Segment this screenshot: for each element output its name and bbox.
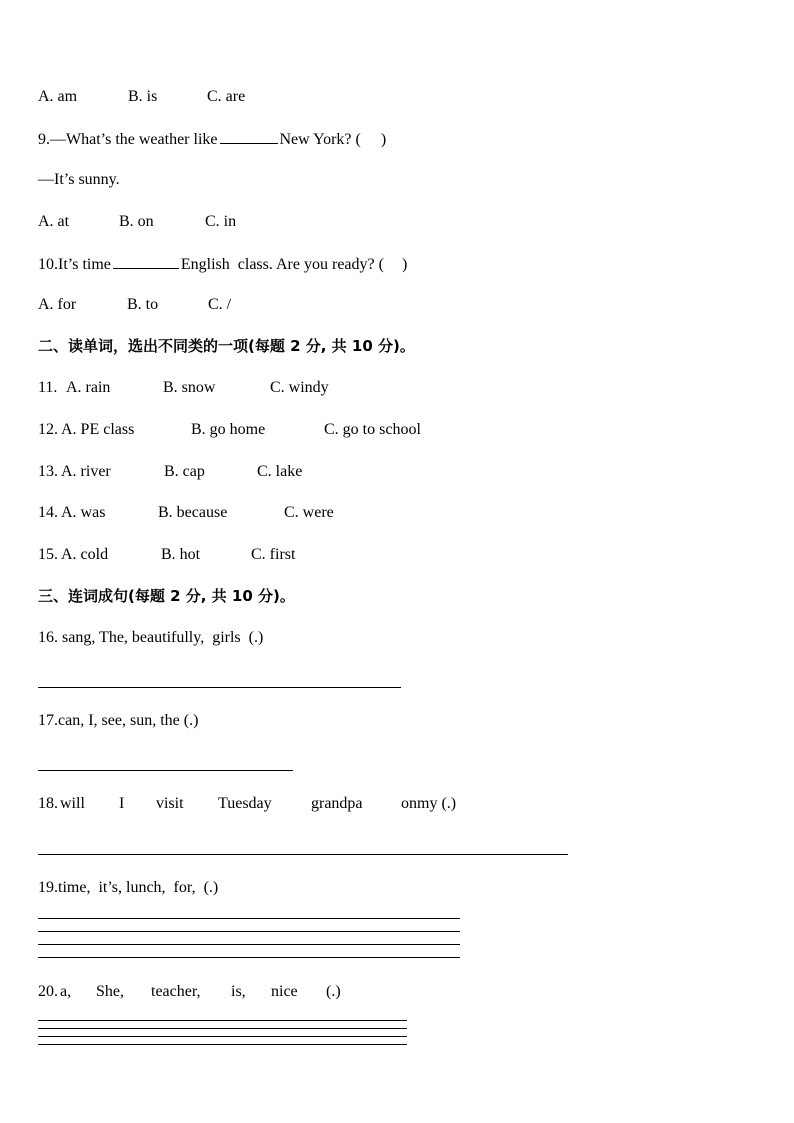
option-a[interactable]: A. for	[38, 296, 77, 313]
answer-line[interactable]	[38, 1028, 407, 1029]
question-16-prompt: 16. sang, The, beautifully, girls (.)	[38, 629, 264, 646]
answer-line[interactable]	[38, 1044, 407, 1045]
question-number: 12.	[38, 421, 58, 438]
word: is,	[231, 983, 246, 1000]
answer-line[interactable]	[38, 931, 460, 932]
option-c[interactable]: C. go to school	[324, 421, 421, 438]
answer-line[interactable]	[38, 957, 460, 958]
option-a[interactable]: A. at	[38, 213, 70, 230]
question-number: 18.	[38, 795, 58, 812]
word: will	[60, 795, 85, 812]
question-17-prompt: 17.can, I, see, sun, the (.)	[38, 712, 199, 729]
option-b[interactable]: B. because	[158, 504, 228, 521]
word: onmy (.)	[401, 795, 457, 812]
word: visit	[156, 795, 184, 812]
question-10-blank[interactable]	[113, 254, 179, 269]
question-19-prompt: 19.time, it’s, lunch, for, (.)	[38, 879, 219, 896]
option-b[interactable]: B. go home	[191, 421, 266, 438]
question-10-stem	[38, 254, 407, 275]
option-b[interactable]: B. hot	[161, 546, 201, 563]
option-c[interactable]: C. windy	[270, 379, 329, 396]
option-a[interactable]: A. am	[38, 88, 78, 105]
section-2-heading: 二、读单词，选出不同类的一项(每题 2 分, 共 10 分)。	[38, 337, 415, 355]
word: I	[119, 795, 125, 812]
question-9-reply: —It’s sunny.	[38, 171, 120, 188]
option-c[interactable]: C. lake	[257, 463, 303, 480]
option-a[interactable]: A. was	[61, 504, 106, 521]
question-9-blank[interactable]	[220, 129, 278, 144]
question-9-stem	[38, 129, 386, 150]
option-b[interactable]: B. cap	[164, 463, 205, 480]
question-number: 13.	[38, 463, 58, 480]
option-c[interactable]: C. are	[207, 88, 246, 105]
question-10-text-after: English class. Are you ready? (	[180, 256, 384, 273]
question-9-text-after: New York? (	[279, 131, 361, 148]
word: nice	[271, 983, 298, 1000]
option-c[interactable]: C. were	[284, 504, 334, 521]
option-b[interactable]: B. snow	[163, 379, 216, 396]
answer-line[interactable]	[38, 918, 460, 919]
question-18-answer-line[interactable]	[38, 854, 568, 855]
word: grandpa	[311, 795, 363, 812]
option-a[interactable]: A. rain	[66, 379, 111, 396]
answer-line[interactable]	[38, 1020, 407, 1021]
option-a[interactable]: A. cold	[61, 546, 109, 563]
word: She,	[96, 983, 124, 1000]
option-c[interactable]: C. first	[251, 546, 296, 563]
question-number: 11.	[38, 379, 58, 396]
question-number: 14.	[38, 504, 58, 521]
question-16-answer-line[interactable]	[38, 687, 401, 688]
word: a,	[60, 983, 72, 1000]
question-9-text-before: 9.—What’s the weather like	[38, 131, 218, 148]
word: (.)	[326, 983, 341, 1000]
question-number: 15.	[38, 546, 58, 563]
option-b[interactable]: B. on	[119, 213, 154, 230]
option-b[interactable]: B. is	[128, 88, 158, 105]
question-10-text-before: 10.It’s time	[38, 256, 111, 273]
section-3-heading: 三、连词成句(每题 2 分, 共 10 分)。	[38, 587, 295, 605]
option-b[interactable]: B. to	[127, 296, 159, 313]
option-c[interactable]: C. /	[208, 296, 232, 313]
question-number: 20.	[38, 983, 58, 1000]
question-10-paren-close: )	[401, 256, 408, 273]
option-a[interactable]: A. river	[61, 463, 111, 480]
question-9-paren-close: )	[380, 131, 387, 148]
word: Tuesday	[218, 795, 272, 812]
option-c[interactable]: C. in	[205, 213, 237, 230]
question-17-answer-line[interactable]	[38, 770, 293, 771]
option-a[interactable]: A. PE class	[61, 421, 135, 438]
word: teacher,	[151, 983, 201, 1000]
answer-line[interactable]	[38, 944, 460, 945]
answer-line[interactable]	[38, 1036, 407, 1037]
